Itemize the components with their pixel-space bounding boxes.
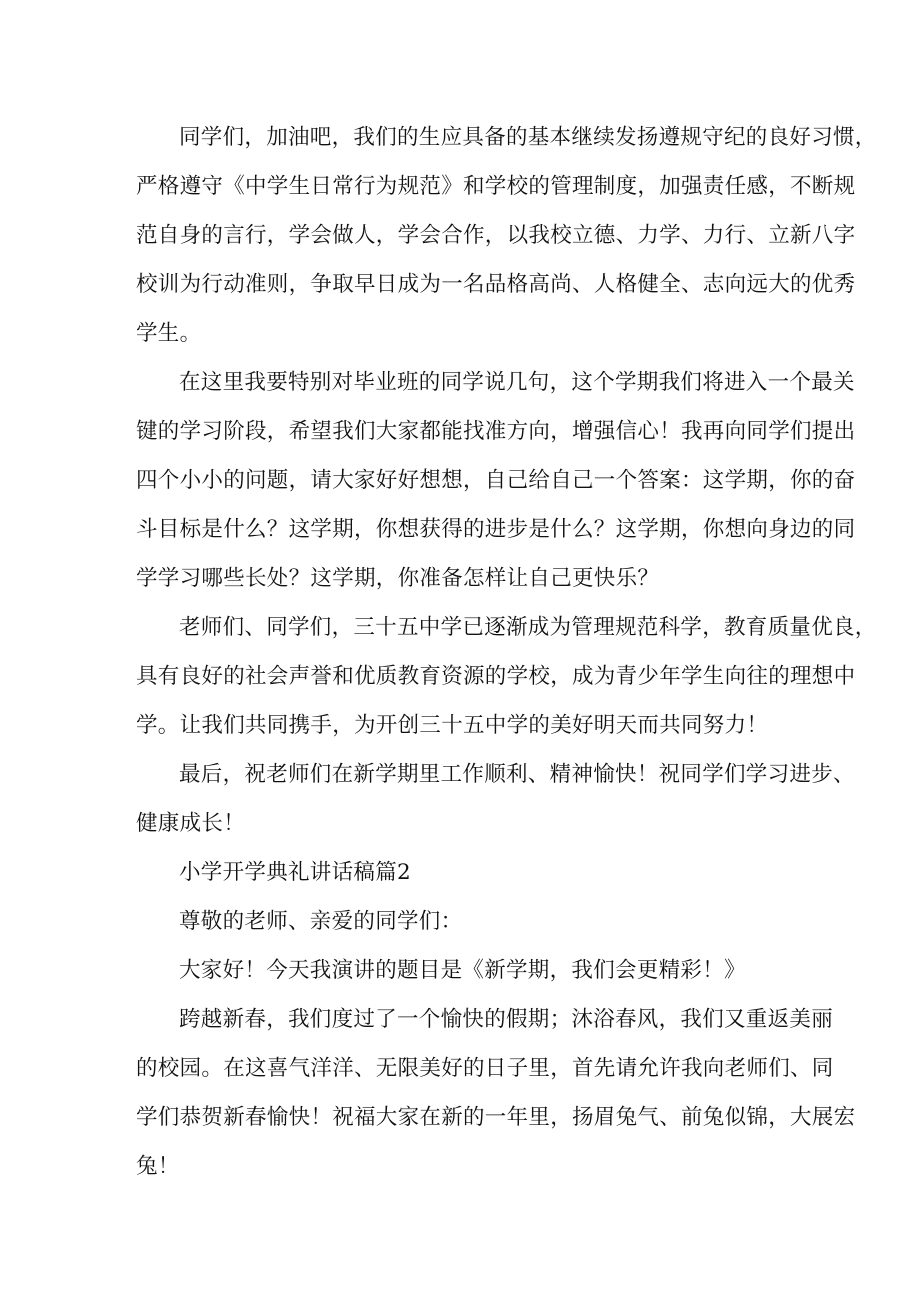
paragraph-line: 四个小小的问题，请大家好好想想，自己给自己一个答案：这学期，你的奋 <box>136 468 856 493</box>
section-heading <box>136 848 796 897</box>
paragraph-line: 学学习哪些长处？这学期，你准备怎样让自己更快乐？ <box>136 566 660 591</box>
paragraph-line: 键的学习阶段，希望我们大家都能找准方向，增强信心！我再向同学们提出 <box>136 419 856 444</box>
paragraph-school-status <box>136 603 877 750</box>
salutation-text: 尊敬的老师、亲爱的同学们： <box>179 909 463 934</box>
document-body <box>136 113 877 1191</box>
paragraph-line: 健康成长！ <box>136 811 246 836</box>
salutation <box>136 897 796 946</box>
paragraph-graduating-class <box>136 358 856 603</box>
paragraph-line: 学。让我们共同携手，为开创三十五中学的美好明天而共同努力！ <box>136 713 769 738</box>
paragraph-line: 具有良好的社会声誉和优质教育资源的学校，成为青少年学生向往的理想中 <box>136 664 856 689</box>
paragraph-line: 的校园。在这喜气洋洋、无限美好的日子里，首先请允许我向老师们、同 <box>136 1056 834 1081</box>
speech-title-intro <box>136 946 796 995</box>
section-heading-text: 小学开学典礼讲话稿篇2 <box>179 860 411 885</box>
paragraph-line: 学们恭贺新春愉快！祝福大家在新的一年里，扬眉兔气、前兔似锦，大展宏 <box>136 1105 856 1130</box>
paragraph-line: 同学们，加油吧，我们的生应具备的基本继续发扬遵规守纪的良好习惯， <box>179 125 877 150</box>
paragraph-line: 兔！ <box>136 1154 180 1179</box>
paragraph-line: 跨越新春，我们度过了一个愉快的假期；沐浴春风，我们又重返美丽 <box>179 1007 834 1032</box>
paragraph-line: 校训为行动准则，争取早日成为一名品格高尚、人格健全、志向远大的优秀 <box>136 272 856 297</box>
paragraph-line: 学生。 <box>136 321 202 346</box>
paragraph-closing-wishes <box>136 750 855 848</box>
paragraph-line: 最后，祝老师们在新学期里工作顺利、精神愉快！祝同学们学习进步、 <box>179 762 855 787</box>
paragraph-line: 老师们、同学们，三十五中学已逐渐成为管理规范科学，教育质量优良， <box>179 615 877 640</box>
paragraph-line: 斗目标是什么？这学期，你想获得的进步是什么？这学期，你想向身边的同 <box>136 517 856 542</box>
paragraph-line: 严格遵守《中学生日常行为规范》和学校的管理制度，加强责任感，不断规 <box>136 174 856 199</box>
paragraph-discipline <box>136 113 877 358</box>
paragraph-line: 范自身的言行，学会做人，学会合作，以我校立德、力学、力行、立新八字 <box>136 223 856 248</box>
paragraph-new-year-greeting <box>136 995 856 1191</box>
paragraph-line: 在这里我要特别对毕业班的同学说几句，这个学期我们将进入一个最关 <box>179 370 855 395</box>
speech-title-text: 大家好！今天我演讲的题目是《新学期，我们会更精彩！》 <box>179 958 746 983</box>
